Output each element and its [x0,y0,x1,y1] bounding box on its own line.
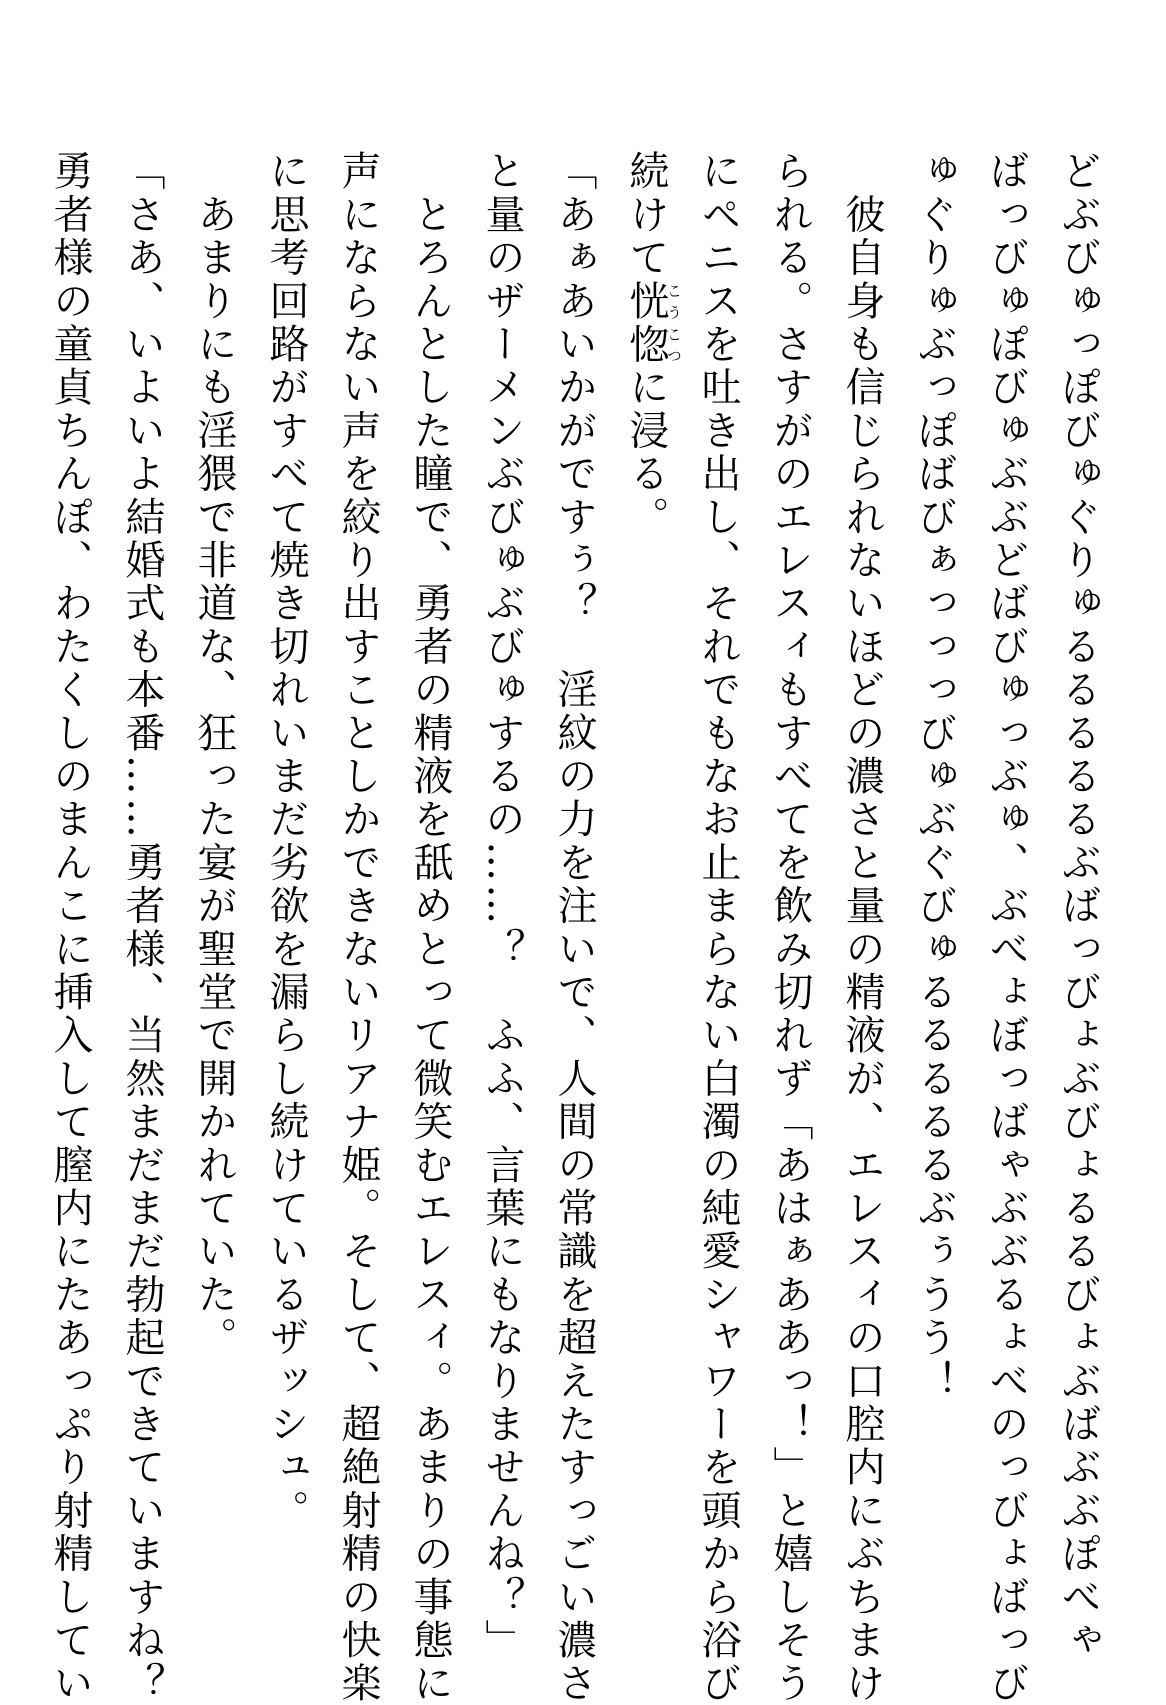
text-line-10: とろんとした瞳で、勇者の精液を舐めとって微笑むエレスィ。あまりの事態に [407,150,453,1705]
text-line-5: られる。さすがのエレスィもすべてを飲み切れず「あはぁああっ！」と嬉しそう [767,150,813,1705]
text-line-14: 「さあ、いよいよ結婚式も本番……勇者様、当然まだまだ勃起できていますね？ [119,150,165,1705]
furigana-reading: こうこつ [665,279,683,367]
text-line-7-head: 続けて [623,150,669,280]
text-line-8: 「あぁあいかがですぅ？ 淫紋の力を注いで、人間の常識を超えたすっごい濃さ [551,150,597,1705]
text-line-15: 勇者様の童貞ちんぽ、わたくしのまんこに挿入して膣内にたあっぷり射精してい [47,150,93,1705]
text-line-9: と量のザーメンぶびゅぶびゅするの……？ ふふ、言葉にもなりませんね？」 [479,150,525,1662]
furigana-base: 恍惚 [623,279,669,367]
furigana-word [623,279,683,367]
text-line-12: に思考回路がすべて焼き切れいまだ劣欲を漏らし続けているザッシュ。 [263,150,309,1533]
text-line-7-tail: に浸る。 [623,366,669,539]
text-line-1: どぶびゅっぽびゅぐりゅるるるるるぶばっびょぶびょるるびょぶばぶぶぽべゃ [1055,150,1101,1662]
text-line-4: 彼自身も信じられないほどの濃さと量の精液が、エレスィの口腔内にぶちまけ [839,150,885,1705]
text-line-11: 声にならない声を絞り出すことしかできないリアナ姫。そして、超絶射精の快楽 [335,150,381,1705]
text-line-6: にペニスを吐き出し、それでもなお止まらない白濁の純愛シャワーを頭から浴び [695,150,741,1705]
text-line-13: あまりにも淫猥で非道な、狂った宴が聖堂で開かれていた。 [191,150,237,1360]
text-line-7 [610,150,682,1620]
text-line-2: ばっびゅぽびゅぶぶどばびゅっぶゅ、ぶべょぼっばゃぶぶるょべのっびょばっび [983,150,1029,1705]
text-line-3: ゅぐりゅぶっぽばびぁっっっびゅぶぐびゅるるるるるぶぅうう！ [911,150,957,1403]
vertical-text-body [34,150,1114,1705]
